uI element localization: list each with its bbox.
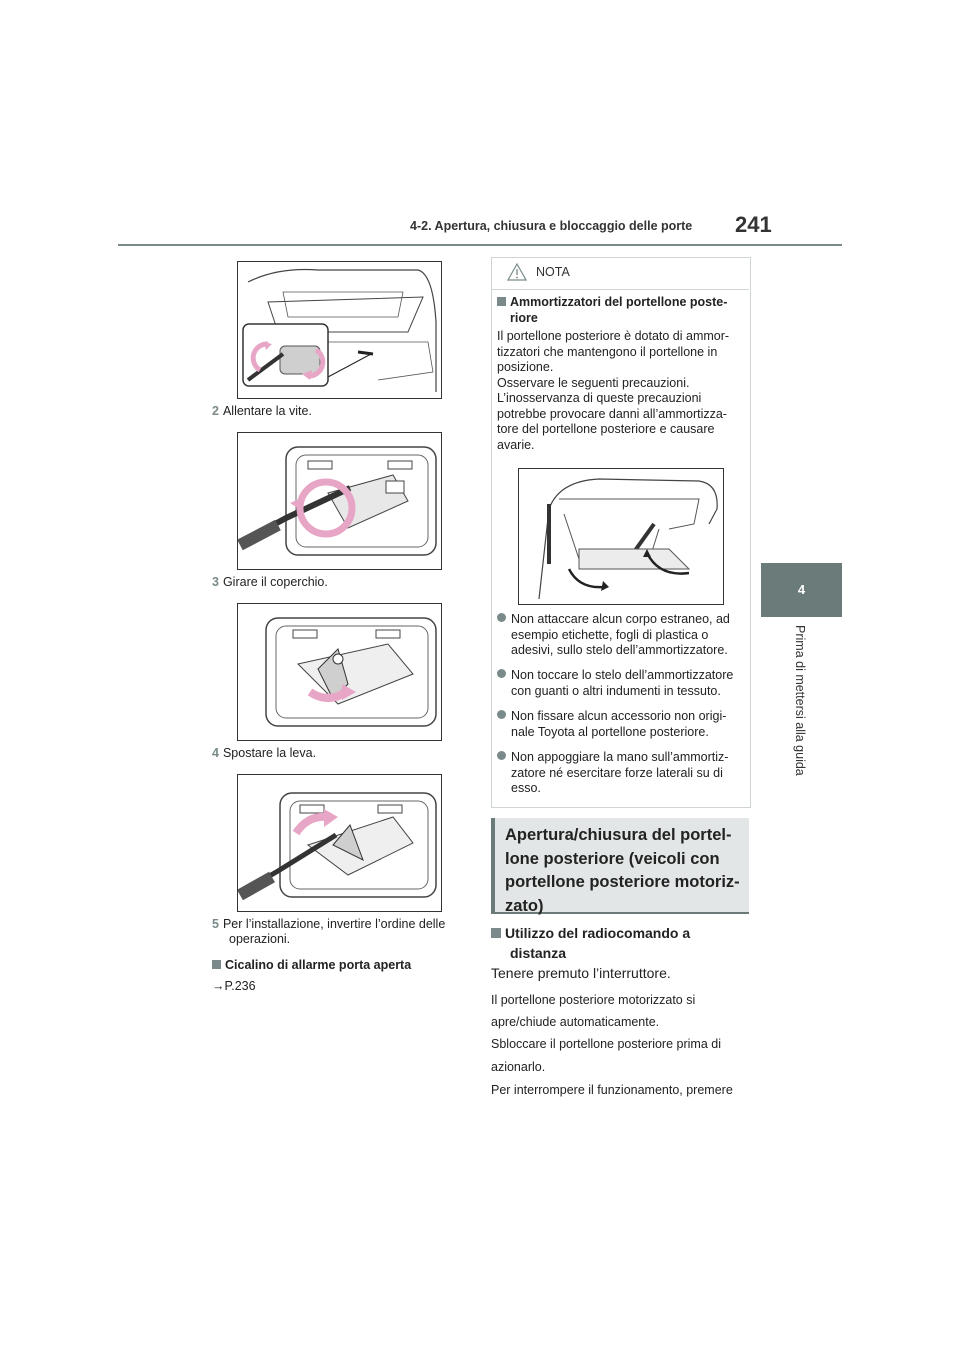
bullet-line: con guanti o altri indumenti in tessuto. — [511, 683, 721, 698]
chapter-title: Prima di mettersi alla guida — [793, 625, 807, 776]
alarm-title: Cicalino di allarme porta aperta — [225, 958, 412, 972]
chapter-title-vertical — [760, 625, 840, 795]
nota-bullet-4 — [497, 750, 747, 797]
nota-intro-line: tizzatori che mantengono il portellone in — [497, 344, 718, 359]
subheading-line2: distanza — [510, 945, 567, 961]
alarm-ref-link[interactable]: →P.236 — [212, 979, 256, 993]
page-number: 241 — [735, 212, 772, 237]
lead-instruction: Tenere premuto l’interruttore. — [491, 965, 671, 981]
bullet-line: Non fissare alcun accessorio non origi- — [511, 709, 727, 723]
heading-line: Apertura/chiusura del portel- — [505, 826, 732, 844]
nota-intro-line: Osservare le seguenti precauzioni. — [497, 375, 690, 390]
figure-move-lever — [237, 774, 442, 912]
square-bullet-icon — [491, 928, 501, 938]
para-line: Il portellone posteriore motorizzato si — [491, 993, 696, 1007]
round-bullet-icon — [497, 751, 506, 760]
bullet-line: adesivi, sullo stelo dell’ammortizzatore. — [511, 643, 728, 657]
chapter-number: 4 — [797, 582, 806, 597]
bullet-line: Non appoggiare la mano sull’ammortiz- — [511, 750, 729, 764]
remote-subheading — [491, 923, 751, 963]
square-bullet-icon — [212, 960, 221, 969]
bullet-line: Non attaccare alcun corpo estraneo, ad — [511, 612, 730, 626]
step-text: Allentare la vite. — [222, 404, 312, 418]
bullet-line: zatore né esercitare forze laterali su di — [511, 765, 723, 780]
step-4 — [212, 746, 316, 761]
subheading-line1: Utilizzo del radiocomando a — [505, 925, 691, 941]
heading-line: portellone posteriore motoriz- — [505, 873, 740, 891]
nota-intro-line: potrebbe provocare danni all’ammortizza- — [497, 406, 727, 421]
step-3 — [212, 575, 328, 590]
section-heading — [505, 824, 745, 918]
bullet-line: Non toccare lo stelo dell’ammortizzatore — [511, 668, 734, 682]
step-text-line1: Per l’installazione, invertire l’ordine delle — [222, 917, 446, 931]
para-line: Per interrompere il funzionamento, premere — [491, 1083, 733, 1097]
step-5 — [212, 917, 472, 947]
para-line: azionarlo. — [491, 1060, 546, 1074]
step-text-line2: operazioni. — [229, 932, 291, 946]
warning-icon — [507, 263, 527, 286]
round-bullet-icon — [497, 613, 506, 622]
bullet-line: nale Toyota al portellone posteriore. — [511, 724, 709, 739]
alarm-heading — [212, 958, 411, 973]
step-number: 3 — [212, 575, 219, 589]
nota-intro-line: Il portellone posteriore è dotato di ammor- — [497, 329, 730, 343]
figure-tailgate-struts — [518, 468, 724, 605]
round-bullet-icon — [497, 669, 506, 678]
nota-intro-line: tore del portellone posteriore e causare — [497, 422, 715, 436]
heading-line: zato) — [505, 896, 544, 915]
step-number: 5 — [212, 917, 219, 931]
figure-turn-cover — [237, 603, 442, 741]
round-bullet-icon — [497, 710, 506, 719]
section-title: 4-2. Apertura, chiusura e bloccaggio delle porte — [410, 219, 693, 233]
bullet-line: esso. — [511, 781, 541, 795]
header-divider — [118, 244, 842, 246]
nota-bullet-3 — [497, 709, 747, 740]
step-text: Girare il coperchio. — [222, 575, 328, 589]
bullet-line: esempio etichette, fogli di plastica o — [511, 627, 709, 642]
nota-header — [491, 257, 749, 290]
heading-line: lone posteriore (veicoli con — [505, 849, 720, 868]
nota-subtitle-line1: Ammortizzatori del portellone poste- — [510, 295, 728, 309]
nota-intro-line: posizione. — [497, 360, 554, 374]
nota-bullet-2 — [497, 668, 747, 699]
para-line: Sbloccare il portellone posteriore prima di — [491, 1037, 721, 1051]
nota-subtitle-line2: riore — [510, 310, 538, 325]
figure-loosen-screw — [237, 432, 442, 570]
step-number: 4 — [212, 746, 219, 760]
nota-intro-line: avarie. — [497, 437, 535, 452]
step-text: Spostare la leva. — [222, 746, 317, 760]
nota-intro — [497, 329, 747, 453]
nota-label: NOTA — [536, 265, 570, 279]
nota-intro-line: L’inosservanza di queste precauzioni — [497, 391, 702, 405]
para-line: apre/chiude automaticamente. — [491, 1015, 660, 1029]
nota-bullet-1 — [497, 612, 747, 659]
figure-tailgate-overview — [237, 261, 442, 399]
nota-subtitle — [497, 295, 747, 326]
step-2 — [212, 404, 312, 419]
square-bullet-icon — [497, 297, 506, 306]
step-number: 2 — [212, 404, 219, 418]
